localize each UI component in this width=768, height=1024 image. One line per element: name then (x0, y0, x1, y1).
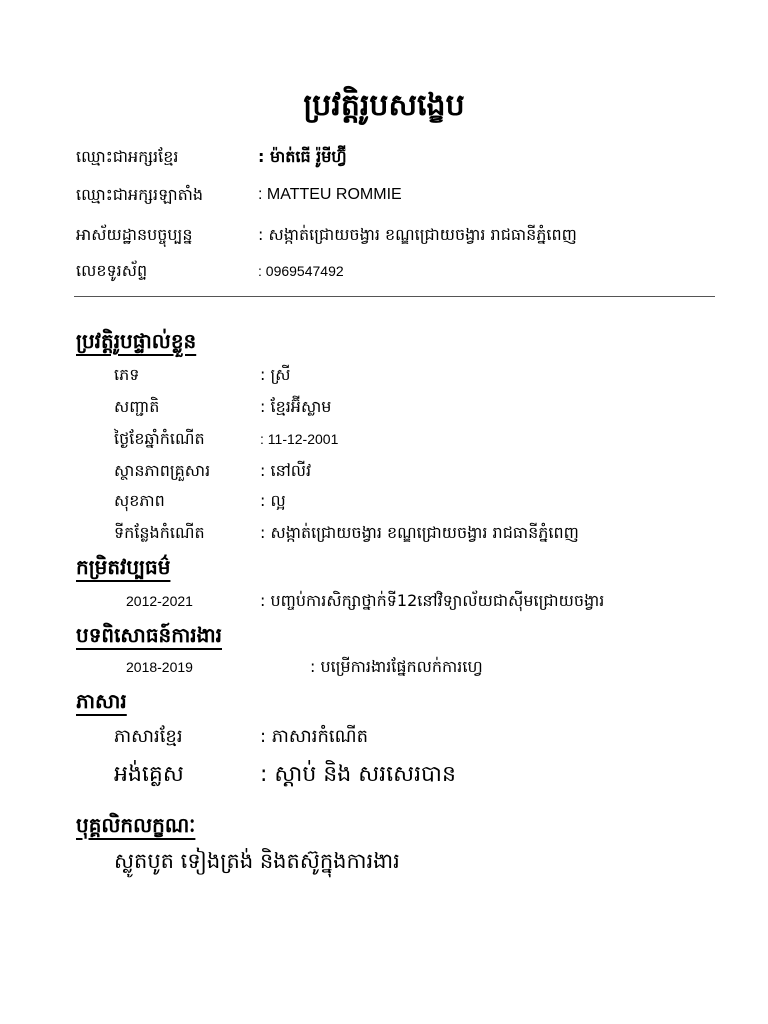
english-language-label: អង់គ្លេស (114, 762, 184, 787)
education-row (126, 590, 716, 612)
birthdate-value: : 11-12-2001 (260, 428, 338, 450)
nationality-value: : ខ្មែរអ៊ីស្លាម (260, 396, 331, 418)
address-label: អាស័យដ្ឋានបច្ចុប្បន្ន (76, 225, 193, 244)
document-title: ប្រវត្តិរូបសង្ខេប (303, 88, 465, 123)
khmer-name-label: ឈ្មោះជាអក្សរខ្មែរ (76, 147, 179, 166)
characteristics-heading: បុគ្គលិកលក្ខណៈ (76, 813, 196, 837)
phone-value: : 0969547492 (258, 260, 344, 282)
sex-label: ភេទ (114, 365, 140, 384)
latin-name-value: : MATTEU ROMMIE (258, 184, 402, 206)
personal-row (114, 522, 704, 544)
education-description: : បញ្ចប់ការសិក្សាថ្នាក់ទី12នៅវិទ្យាល័យជាស៊ីមជ្រោយចង្វារ (260, 590, 604, 612)
phone-row (76, 260, 696, 282)
language-row (114, 760, 704, 790)
education-heading: កម្រិតវប្បធម៌ (76, 555, 171, 579)
header-divider (74, 296, 715, 297)
sex-value: : ស្រី (260, 364, 290, 386)
personal-heading: ប្រវត្តិរូបផ្ទាល់ខ្លួន (76, 329, 197, 353)
experience-row (126, 656, 716, 678)
personal-row (114, 428, 704, 450)
personal-row (114, 490, 704, 512)
phone-label: លេខទូរស័ព្ទ (76, 261, 148, 280)
latin-name-row (76, 184, 696, 206)
birthplace-label: ទីកន្លែងកំណើត (114, 523, 205, 542)
english-language-value: : ស្តាប់ និង សរសេរបាន (260, 760, 456, 790)
khmer-name-value: : ម៉ាត់ធើ រ៉ូមីហ្វ៊ី (258, 146, 347, 168)
nationality-label: សញ្ជាតិ (114, 397, 160, 416)
health-value: : ល្អ (260, 490, 286, 512)
birthdate-label: ថ្ងៃខែឆ្នាំកំណើត (114, 429, 205, 448)
characteristics-text: ស្លូតបូត ទៀងត្រង់ និងតស៊ូក្នុងការងារ (114, 849, 400, 873)
personal-row (114, 364, 704, 386)
khmer-name-row (76, 146, 696, 168)
address-value: : សង្កាត់ជ្រោយចង្វារ ខណ្ឌជ្រោយចង្វារ រាជធានីភ្នំពេញ (258, 224, 577, 246)
latin-name-label: ឈ្មោះជាអក្សរឡាតាំង (76, 185, 204, 204)
experience-heading: បទពិសោធន៍ការងារ (76, 623, 222, 647)
marital-status-label: ស្ថានភាពគ្រួសារ (114, 461, 211, 480)
khmer-language-value: : ភាសារកំណើត (260, 726, 368, 748)
personal-row (114, 396, 704, 418)
personal-row (114, 460, 704, 482)
language-row (114, 726, 704, 750)
experience-description: : បម្រើការងារផ្នែកលក់ការហ្វេ (310, 656, 483, 678)
address-row (76, 224, 696, 246)
marital-status-value: : នៅលីវ (260, 460, 311, 482)
languages-heading: ភាសារ (76, 689, 127, 713)
experience-years: 2018-2019 (126, 659, 193, 675)
education-years: 2012-2021 (126, 593, 193, 609)
khmer-language-label: ភាសារខ្មែរ (114, 726, 183, 747)
health-label: សុខភាព (114, 491, 165, 510)
birthplace-value: : សង្កាត់ជ្រោយចង្វារ ខណ្ឌជ្រោយចង្វារ រាជធានីភ្នំពេញ (260, 522, 579, 544)
